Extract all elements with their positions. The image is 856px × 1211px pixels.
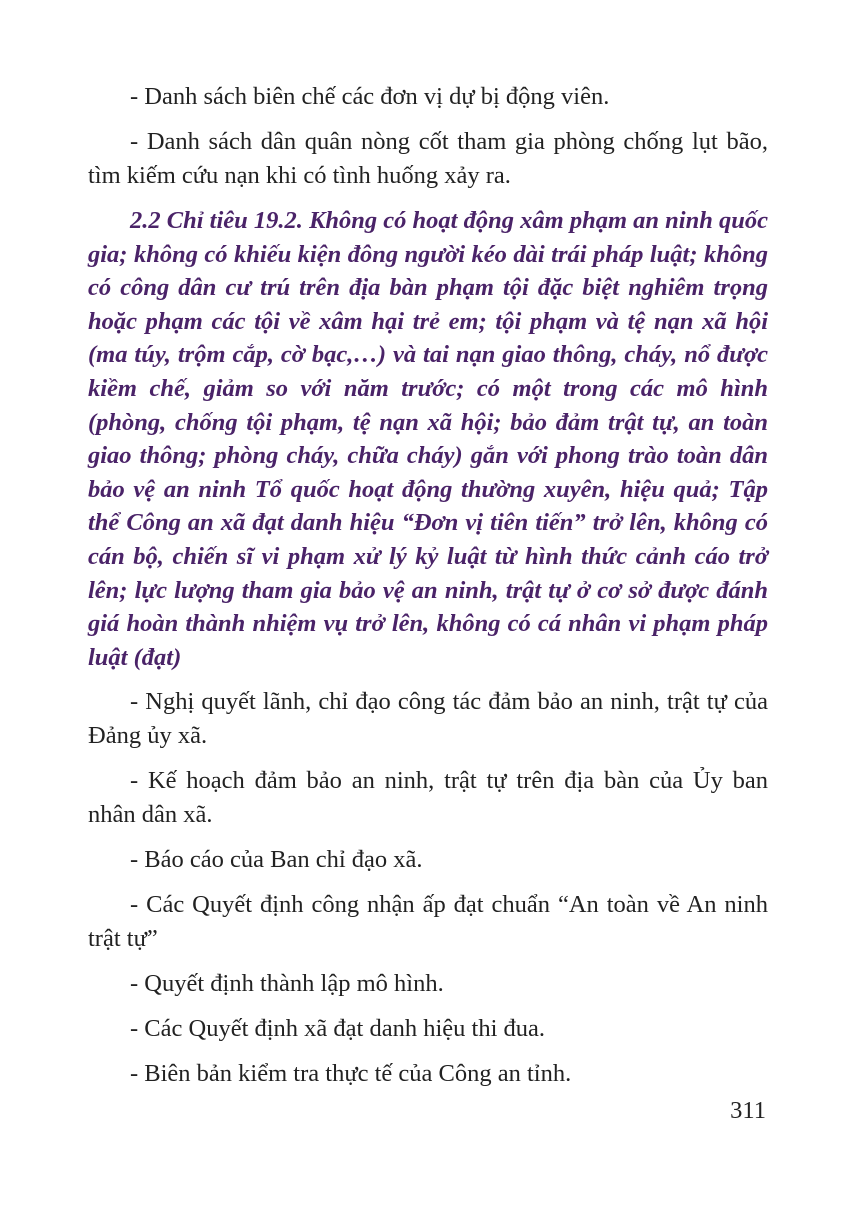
document-page	[88, 80, 768, 1102]
page-number: 311	[730, 1097, 766, 1124]
paragraph-inspection-minutes: - Biên bản kiểm tra thực tế của Công an tỉnh.	[130, 1060, 572, 1088]
paragraph-reserve-units: - Danh sách biên chế các đơn vị dự bị động viên.	[130, 83, 610, 110]
paragraph-militia-list: - Danh sách dân quân nòng cốt tham gia phòng chống lụt bão, tìm kiếm cứu nạn khi có tình huống xảy ra.	[88, 128, 768, 189]
paragraph-steering-report: - Báo cáo của Ban chỉ đạo xã.	[130, 846, 423, 874]
paragraph-party-resolution: - Nghị quyết lãnh, chỉ đạo công tác đảm bảo an ninh, trật tự của Đảng ủy xã.	[88, 688, 768, 750]
section-heading-criterion-19-2: 2.2 Chỉ tiêu 19.2. Không có hoạt động xâm phạm an ninh quốc gia; không có khiếu kiện đông người kéo dài trái pháp luật; không có công dân cư trú trên địa bàn phạm tội đặc biệt nghiêm trọng hoặc phạm các tội về xâm hại trẻ em; tội phạm và tệ nạn xã hội (ma túy, trộm cắp, cờ bạc,…) và tai nạn giao thông, cháy, nổ được kiềm chế, giảm so với năm trước; có một trong các mô hình (phòng, chống tội phạm, tệ nạn xã hội; bảo đảm trật tự, an toàn giao thông; phòng cháy, chữa cháy) gắn với phong trào toàn dân bảo vệ an ninh Tổ quốc hoạt động thường xuyên, hiệu quả; Tập thể Công an xã đạt danh hiệu “Đơn vị tiên tiến” trở lên, không có cán bộ, chiến sĩ vi phạm xử lý kỷ luật từ hình thức cảnh cáo trở lên; lực lượng tham gia bảo vệ an ninh, trật tự ở cơ sở được đánh giá hoàn thành nhiệm vụ trở lên, không có cá nhân vi phạm pháp luật (đạt)	[88, 207, 768, 671]
paragraph-security-plan: - Kế hoạch đảm bảo an ninh, trật tự trên địa bàn của Ủy ban nhân dân xã.	[88, 767, 768, 829]
paragraph-emulation-decisions: - Các Quyết định xã đạt danh hiệu thi đua.	[130, 1015, 546, 1043]
paragraph-hamlet-recognition: - Các Quyết định công nhận ấp đạt chuẩn “An toàn về An ninh trật tự”	[88, 891, 768, 953]
paragraph-model-decision: - Quyết định thành lập mô hình.	[130, 970, 444, 998]
